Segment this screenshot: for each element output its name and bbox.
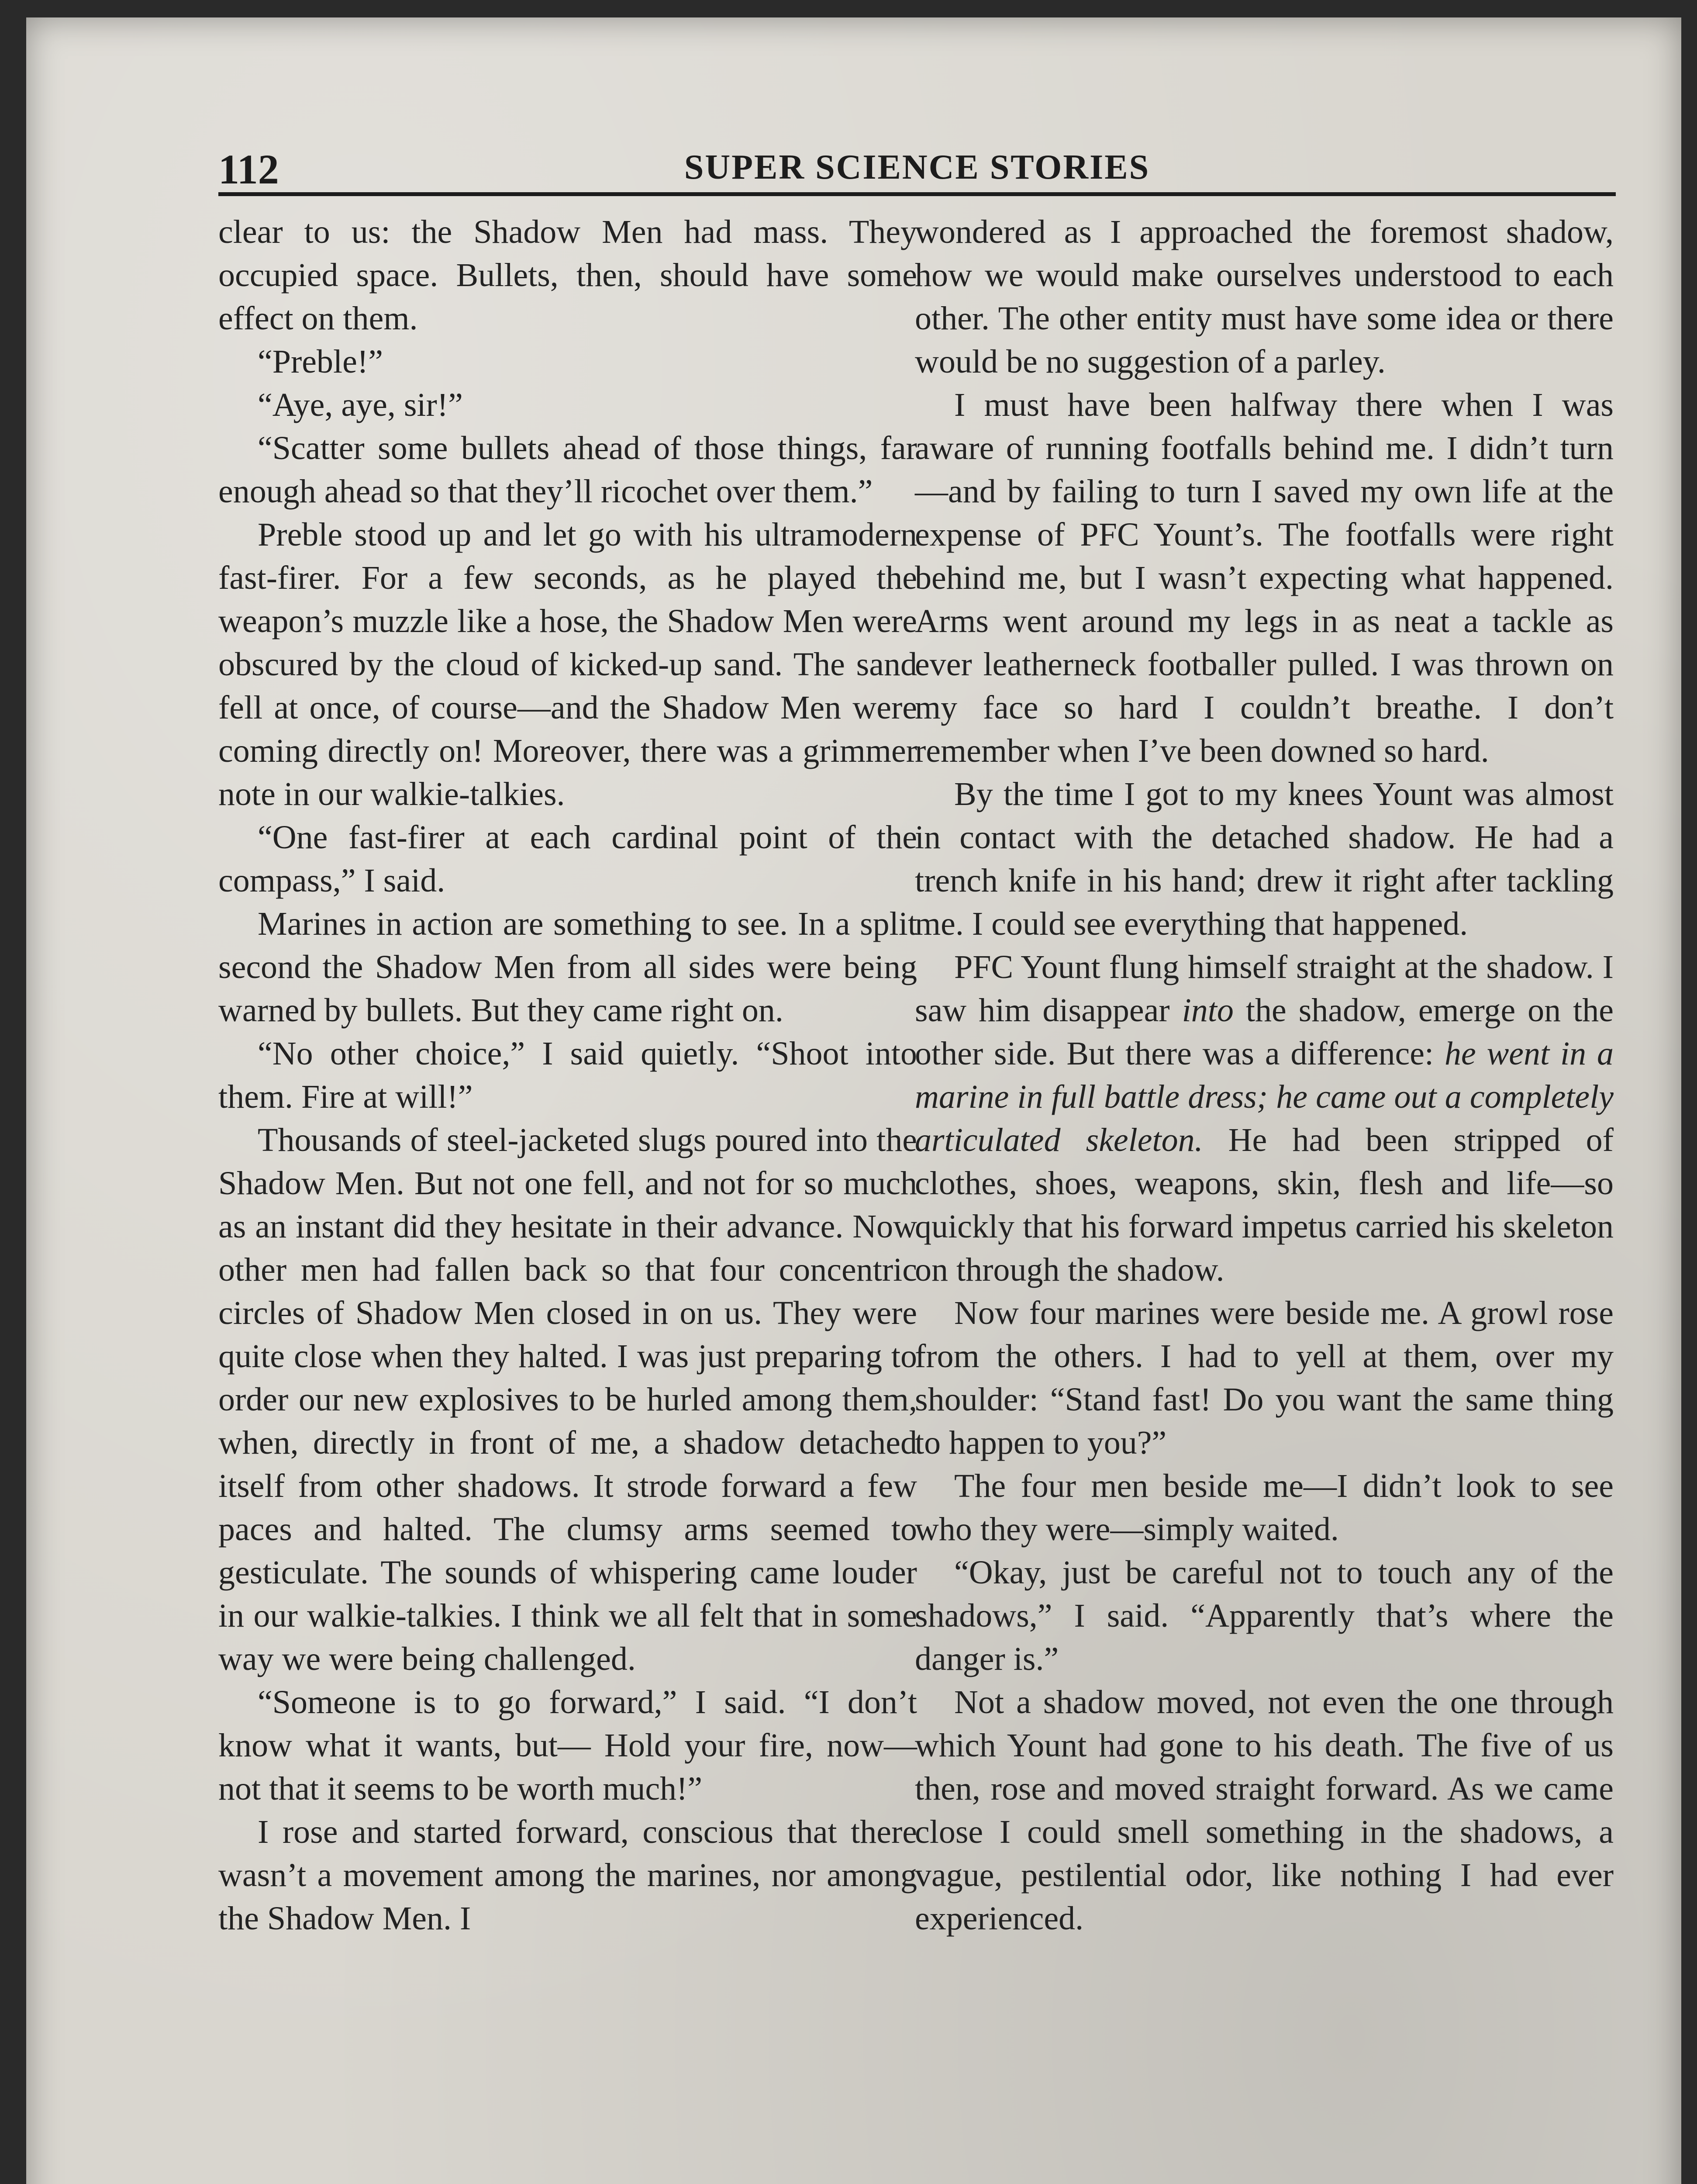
paragraph: “No other choice,” I said quietly. “Shoot into them. Fire at will!” (218, 1035, 917, 1115)
paragraph: clear to us: the Shadow Men had mass. They occupied space. Bullets, then, should have some effect on them. (218, 214, 917, 337)
italic-text: he went in a marine in full battle dress; he came out a completely articulated skeleton. (915, 1035, 1614, 1158)
paragraph: I rose and started forward, conscious that there wasn’t a movement among the marines, nor among the Shadow Men. I (218, 1814, 917, 1937)
italic-text: into (1182, 992, 1234, 1029)
page-header (218, 135, 1616, 196)
paragraph: I must have been halfway there when I was aware of running footfalls behind me. I didn’t turn—and by failing to turn I saved my own life at the expense of PFC Yount’s. The footfalls were right behind me, but I wasn’t expecting what happened. Arms went around my legs in as neat a tackle as ever leatherneck footballer pulled. I was thrown on my face so hard I couldn’t breathe. I don’t remember when I’ve been downed so hard. (915, 387, 1614, 769)
paragraph: Not a shadow moved, not even the one through which Yount had gone to his death. The five of us then, rose and moved straight forward. As we came close I could smell something in the shadows, a vague, pestilential odor, like nothing I had ever experienced. (915, 1684, 1614, 1937)
text-run: PFC Yount flung himself straight at the shadow. I saw him disappear (915, 949, 1614, 1029)
paragraph: “Someone is to go forward,” I said. “I don’t know what it wants, but— Hold your fire, now—not that it seems to be worth much!” (218, 1684, 917, 1807)
paragraph: “Aye, aye, sir!” (258, 387, 463, 423)
page-number: 112 (218, 146, 279, 193)
paragraph: Preble stood up and let go with his ultramodern fast-firer. For a few seconds, as he played the weapon’s muzzle like a hose, the Shadow Men were obscured by the cloud of kicked-up sand. The sand fell at once, of course—and the Shadow Men were coming directly on! Moreover, there was a grimmer note in our walkie-talkies. (218, 516, 917, 812)
paragraph: “Scatter some bullets ahead of those things, far enough ahead so that they’ll ricochet over them.” (218, 430, 917, 510)
text-run: He had been stripped of clothes, shoes, weapons, skin, flesh and life—so quickly that his forward impetus carried his skeleton on through the shadow. (915, 1122, 1614, 1288)
magazine-page (26, 17, 1681, 2184)
paragraph: The four men beside me—I didn’t look to see who they were—simply waited. (915, 1468, 1614, 1548)
paragraph: Thousands of steel-jacketed slugs poured into the Shadow Men. But not one fell, and not for so much as an instant did they hesitate in their advance. Now other men had fallen back so that four concentric circles of Shadow Men closed in on us. They were quite close when they halted. I was just preparing to order our new explosives to be hurled among them, when, directly in front of me, a shadow detached itself from other shadows. It strode forward a few paces and halted. The clumsy arms seemed to gesticulate. The sounds of whispering came louder in our walkie-talkies. I think we all felt that in some way we were being challenged. (218, 1122, 917, 1677)
paragraph (915, 946, 1614, 1292)
paragraph: Marines in action are something to see. In a split second the Shadow Men from all sides were being warned by bullets. But they came right on. (218, 905, 917, 1029)
paragraph: wondered as I approached the foremost shadow, how we would make ourselves understood to each other. The other entity must have some idea or there would be no suggestion of a parley. (915, 214, 1614, 380)
paragraph: “Okay, just be careful not to touch any of the shadows,” I said. “Apparently that’s where the danger is.” (915, 1554, 1614, 1677)
running-title: SUPER SCIENCE STORIES (684, 148, 1150, 187)
paragraph: “One fast-firer at each cardinal point of the compass,” I said. (218, 819, 917, 899)
left-column (218, 211, 917, 1940)
paragraph: Now four marines were beside me. A growl rose from the others. I had to yell at them, over my shoulder: “Stand fast! Do you want the same thing to happen to you?” (915, 1295, 1614, 1461)
paragraph: “Preble!” (258, 343, 383, 380)
paragraph: By the time I got to my knees Yount was almost in contact with the detached shadow. He had a trench knife in his hand; drew it right after tackling me. I could see everything that happened. (915, 776, 1614, 942)
right-column (915, 211, 1614, 1940)
text-run: the shadow, emerge on the other side. But there was a difference: (915, 992, 1614, 1072)
